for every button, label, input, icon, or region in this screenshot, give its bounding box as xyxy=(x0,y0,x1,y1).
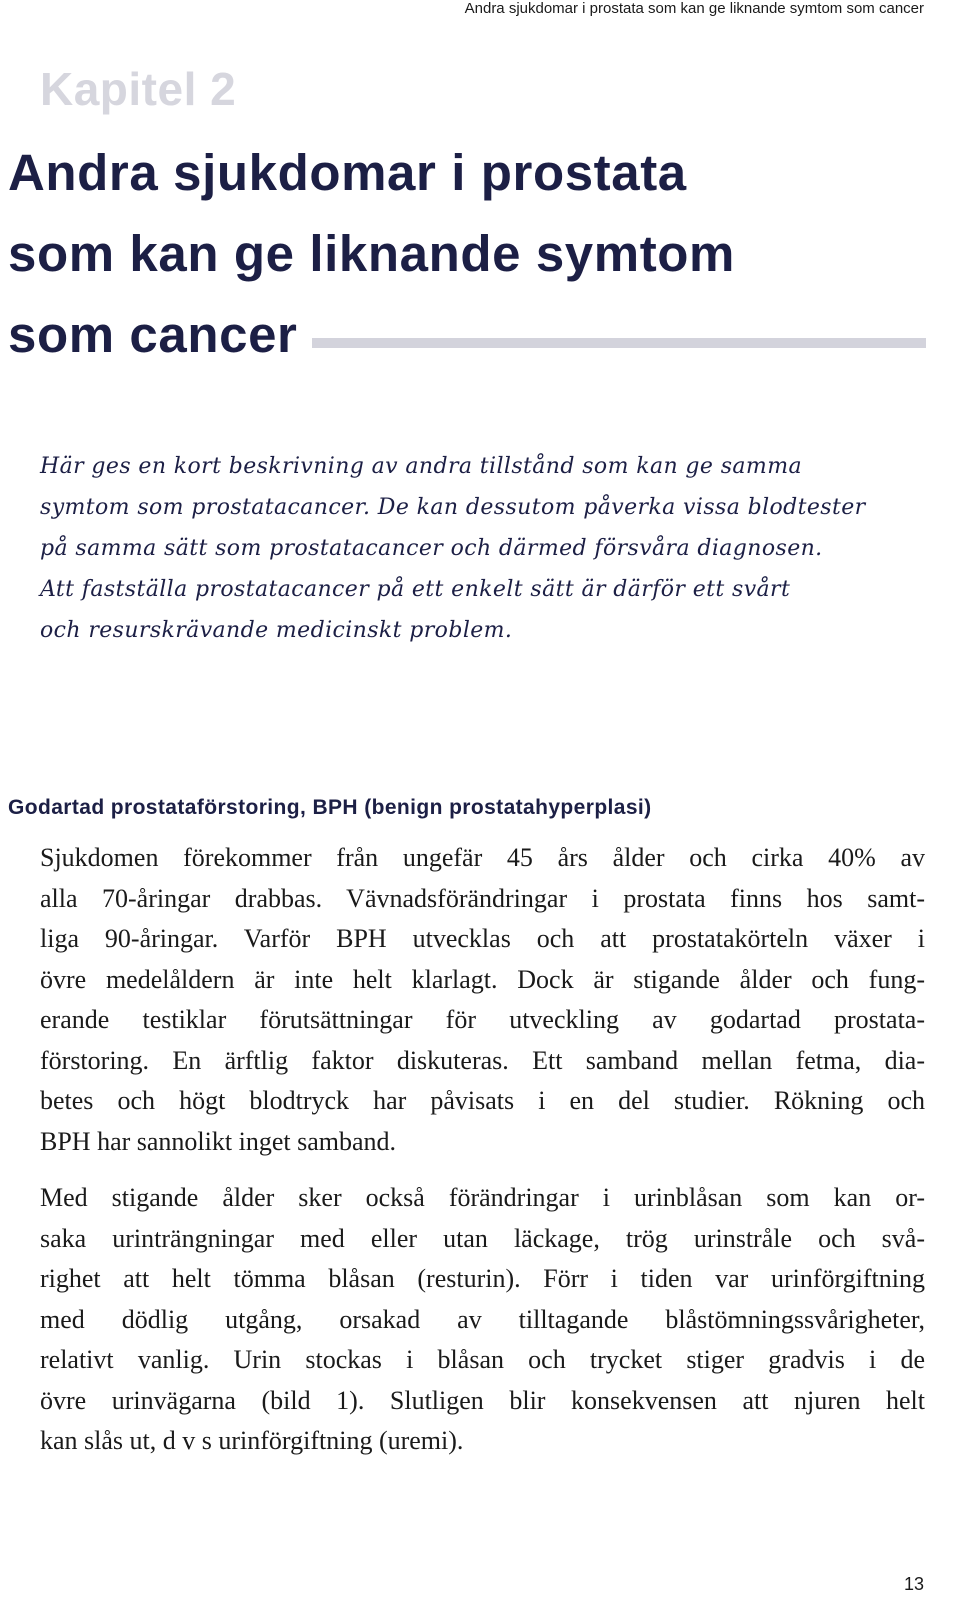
intro-paragraph xyxy=(40,446,866,651)
body-paragraph-1 xyxy=(40,838,925,1162)
intro-line: Att fastställa prostatacancer på ett enkelt sätt är därför ett svårt xyxy=(40,577,791,602)
title-rule xyxy=(312,338,926,348)
running-head: Andra sjukdomar i prostata som kan ge liknande symtom som cancer xyxy=(464,0,924,17)
body-line: Med stigande ålder sker också förändringar i urinblåsan som kan or- xyxy=(40,1183,925,1212)
intro-line: på samma sätt som prostatacancer och därmed försvåra diagnosen. xyxy=(40,536,823,561)
body-line: erande testiklar förutsättningar för utveckling av godartad prostata- xyxy=(40,1005,925,1034)
intro-line: symtom som prostatacancer. De kan dessutom påverka vissa blodtester xyxy=(40,495,866,520)
body-line: kan slås ut, d v s urinförgiftning (uremi). xyxy=(40,1426,464,1455)
body-line: alla 70-åringar drabbas. Vävnadsförändringar i prostata finns hos samt- xyxy=(40,883,925,913)
body-line: förstoring. En ärftlig faktor diskuteras. Ett samband mellan fetma, dia- xyxy=(40,1045,925,1075)
body-line: med dödlig utgång, orsakad av tilltagande blåstömningssvårigheter, xyxy=(40,1304,925,1334)
chapter-title-line: som kan ge liknande symtom xyxy=(8,225,735,282)
body-line: righet att helt tömma blåsan (resturin). Förr i tiden var urinförgiftning xyxy=(40,1264,925,1293)
body-line: betes och högt blodtryck har påvisats i en del studier. Rökning och xyxy=(40,1086,925,1115)
intro-line: Här ges en kort beskrivning av andra tillstånd som kan ge samma xyxy=(40,454,802,479)
body-line: Sjukdomen förekommer från ungefär 45 års ålder och cirka 40% av xyxy=(40,843,925,872)
chapter-label: Kapitel 2 xyxy=(40,63,237,115)
body-line: övre urinvägarna (bild 1). Slutligen blir konsekvensen att njuren helt xyxy=(40,1385,925,1415)
body-line: liga 90-åringar. Varför BPH utvecklas och att prostatakörteln växer i xyxy=(40,924,925,953)
chapter-title-line: som cancer xyxy=(8,306,298,363)
chapter-title-line: Andra sjukdomar i prostata xyxy=(8,144,687,201)
body-line: saka urinträngningar med eller utan läckage, trög urinstråle och svå- xyxy=(40,1223,925,1253)
intro-line: och resurskrävande medicinskt problem. xyxy=(40,618,513,643)
body-line: relativt vanlig. Urin stockas i blåsan och trycket stiger gradvis i de xyxy=(40,1345,925,1374)
page-number: 13 xyxy=(903,1574,924,1594)
section-heading: Godartad prostataförstoring, BPH (benign prostatahyperplasi) xyxy=(8,796,652,819)
body-line: övre medelåldern är inte helt klarlagt. Dock är stigande ålder och fung- xyxy=(40,964,925,994)
body-paragraph-2 xyxy=(40,1178,925,1462)
body-line: BPH har sannolikt inget samband. xyxy=(40,1126,397,1156)
